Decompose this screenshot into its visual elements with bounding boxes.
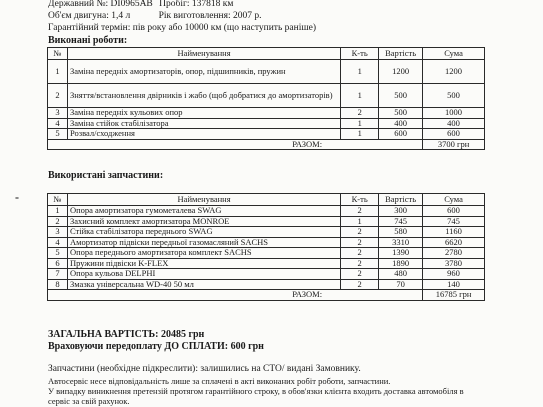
row-sum: 6620 — [423, 237, 485, 248]
row-number: 4 — [48, 118, 68, 129]
reg-number-label: Державний №: — [48, 0, 109, 9]
row-number: 1 — [48, 206, 68, 217]
parts-total-value: 16785 грн — [423, 290, 485, 301]
table-row — [48, 60, 485, 84]
row-price: 500 — [379, 84, 423, 108]
warranty-claim-note-cont: сервіс за свій рахунок. — [48, 396, 130, 406]
col-price: Вартість — [379, 48, 423, 60]
row-qty: 1 — [341, 118, 379, 129]
col-qty: К-ть — [341, 194, 379, 206]
row-sum: 140 — [423, 279, 485, 290]
col-number: № — [48, 194, 68, 206]
header-line-1 — [48, 0, 233, 10]
works-total-label: РАЗОМ: — [48, 139, 423, 150]
warranty-claim-note: У випадку виникнення претензій протягом гарантійного строку, в обов'язки клієнта входить доставка автомобіля в — [48, 386, 464, 396]
works-table — [47, 47, 485, 150]
row-sum: 960 — [423, 269, 485, 280]
col-qty: К-ть — [341, 48, 379, 60]
col-sum: Сума — [423, 48, 485, 60]
row-qty: 1 — [341, 216, 379, 227]
table-row — [48, 258, 485, 269]
row-name: Пружини підвіски K-FLEX — [67, 258, 340, 269]
row-sum: 1160 — [423, 227, 485, 238]
parts-table — [47, 193, 485, 301]
row-number: 2 — [48, 84, 68, 108]
mileage: 137818 км — [191, 0, 234, 9]
table-row — [48, 108, 485, 119]
reg-number: DI0965AB — [110, 0, 153, 9]
row-sum: 600 — [423, 129, 485, 140]
row-name: Амортизатор підвіски передньої газомасляний SACHS — [67, 237, 340, 248]
row-number: 5 — [48, 129, 68, 140]
amount-to-pay: Враховуючи передоплату ДО СПЛАТИ: 600 грн — [48, 341, 264, 352]
table-row — [48, 227, 485, 238]
col-name: Найменування — [67, 48, 340, 60]
row-price: 3310 — [379, 237, 423, 248]
table-row — [48, 84, 485, 108]
row-qty: 2 — [341, 237, 379, 248]
row-qty: 1 — [341, 60, 379, 84]
table-row — [48, 206, 485, 217]
year-label: Рік виготовлення: — [158, 11, 231, 21]
engine-label: Об'єм двигуна: — [48, 11, 109, 21]
warranty-text: Гарантійний термін: пів року або 10000 км (що наступить раніше) — [48, 23, 317, 33]
row-number: 6 — [48, 258, 68, 269]
col-price: Вартість — [379, 194, 423, 206]
table-row — [48, 129, 485, 140]
row-name: Захисний комплект амортизатора MONROE — [67, 216, 340, 227]
row-price: 1200 — [379, 60, 423, 84]
row-number: 5 — [48, 248, 68, 259]
row-number: 3 — [48, 227, 68, 238]
table-row — [48, 269, 485, 280]
parts-total-label: РАЗОМ: — [48, 290, 423, 301]
year: 2007 р. — [233, 11, 262, 21]
row-name: Розвал/сходження — [67, 129, 340, 140]
row-price: 745 — [379, 216, 423, 227]
works-header-row — [48, 48, 485, 60]
row-name: Опора кульова DELPHI — [67, 269, 340, 280]
row-qty: 2 — [341, 279, 379, 290]
row-qty: 1 — [341, 129, 379, 140]
row-sum: 600 — [423, 206, 485, 217]
row-qty: 1 — [341, 84, 379, 108]
grand-total: ЗАГАЛЬНА ВАРТІСТЬ: 20485 грн — [48, 329, 205, 340]
row-price: 480 — [379, 269, 423, 280]
row-sum: 400 — [423, 118, 485, 129]
row-qty: 2 — [341, 258, 379, 269]
engine: 1,4 л — [111, 11, 131, 21]
row-sum: 2780 — [423, 248, 485, 259]
parts-section-title: Використані запчастини: — [48, 170, 164, 181]
table-row — [48, 118, 485, 129]
row-name: Стійка стабілізатора переднього SWAG — [67, 227, 340, 238]
row-price: 500 — [379, 108, 423, 119]
row-number: 2 — [48, 216, 68, 227]
row-name: Заміна передніх кульових опор — [67, 108, 340, 119]
row-price: 1890 — [379, 258, 423, 269]
parts-total-row — [48, 290, 485, 301]
row-name: Опора амортизатора гумометалева SWAG — [67, 206, 340, 217]
parts-disposition-note: Запчастини (необхідне підкреслити): залишились на СТО/ видані Замовнику. — [48, 364, 361, 374]
col-name: Найменування — [67, 194, 340, 206]
row-name: Змазка універсальна WD-40 50 мл — [67, 279, 340, 290]
row-price: 400 — [379, 118, 423, 129]
row-qty: 2 — [341, 269, 379, 280]
row-qty: 2 — [341, 108, 379, 119]
row-price: 580 — [379, 227, 423, 238]
row-sum: 3780 — [423, 258, 485, 269]
row-sum: 500 — [423, 84, 485, 108]
header-line-2 — [48, 11, 262, 22]
liability-note: Автосервіс несе відповідальність лише за сплачені в акті виконаних робіт роботи, запчастини. — [48, 376, 391, 386]
table-row — [48, 216, 485, 227]
works-total-row — [48, 139, 485, 150]
table-row — [48, 248, 485, 259]
row-price: 600 — [379, 129, 423, 140]
row-price: 1390 — [379, 248, 423, 259]
works-section-title: Виконані роботи: — [48, 35, 128, 46]
table-row — [48, 279, 485, 290]
col-number: № — [48, 48, 68, 60]
row-number: 7 — [48, 269, 68, 280]
row-qty: 2 — [341, 248, 379, 259]
row-sum: 745 — [423, 216, 485, 227]
row-sum: 1000 — [423, 108, 485, 119]
row-name: Зняття/встановлення двірників і жабо (щоб добратися до амортизаторів) — [67, 84, 340, 108]
row-number: 1 — [48, 60, 68, 84]
row-sum: 1200 — [423, 60, 485, 84]
margin-mark: - — [15, 190, 19, 204]
mileage-label: Пробіг: — [159, 0, 190, 9]
row-price: 300 — [379, 206, 423, 217]
row-qty: 2 — [341, 227, 379, 238]
row-name: Опора переднього амортизатора комплект SACHS — [67, 248, 340, 259]
col-sum: Сума — [423, 194, 485, 206]
works-total-value: 3700 грн — [423, 139, 485, 150]
row-number: 8 — [48, 279, 68, 290]
row-number: 4 — [48, 237, 68, 248]
row-number: 3 — [48, 108, 68, 119]
row-price: 70 — [379, 279, 423, 290]
parts-header-row — [48, 194, 485, 206]
row-qty: 2 — [341, 206, 379, 217]
row-name: Заміна стійок стабілізатора — [67, 118, 340, 129]
table-row — [48, 237, 485, 248]
row-name: Заміна передніх амортизаторів, опор, підшипників, пружин — [67, 60, 340, 84]
